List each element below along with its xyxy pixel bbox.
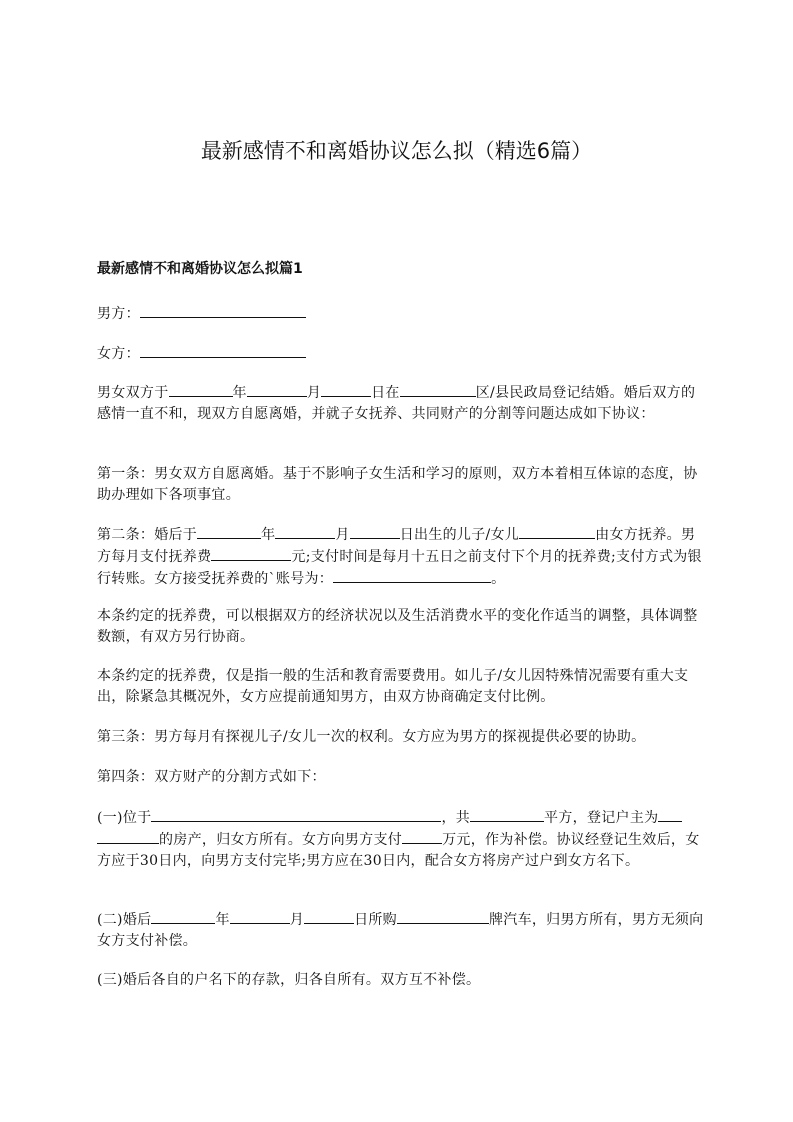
property-item-2 bbox=[97, 909, 709, 952]
male-line bbox=[97, 303, 709, 325]
text-segment: 月 bbox=[289, 912, 305, 928]
article-3: 第三条：男方每月有探视儿子/女儿一次的权利。女方应为男方的探视提供必要的协助。 bbox=[97, 729, 646, 745]
blank-day bbox=[350, 524, 400, 539]
text-segment: 年 bbox=[215, 912, 230, 928]
marriage-paragraph bbox=[97, 382, 709, 425]
text-segment: 牌汽车，归男方所有，男方无须向女方支付补偿。 bbox=[97, 912, 704, 949]
text-segment: 的房产，归女方所有。女方向男方支付 bbox=[159, 832, 403, 848]
text-segment: 。 bbox=[491, 571, 506, 587]
article-2 bbox=[97, 524, 709, 590]
blank-owner-cont bbox=[97, 829, 159, 844]
article-4: 第四条：双方财产的分割方式如下： bbox=[97, 769, 326, 785]
property-item-3: (三)婚后各自的户名下的存款，归各自所有。双方互不补偿。 bbox=[97, 972, 481, 988]
blank-compensation bbox=[402, 829, 442, 844]
text-segment: 年 bbox=[232, 385, 247, 401]
text-segment: 日所购 bbox=[354, 912, 397, 928]
text-segment: 区/县民政局登记结婚。婚后双方的感情一直不和，现双方自愿离婚，并就子女抚养、共同财产的分割等问题达成如下协议： bbox=[97, 385, 696, 422]
paragraph-adjustment: 本条约定的抚养费，可以根据双方的经济状况以及生活消费水平的变化作适当的调整，具体调整数额，有双方另行协商。 bbox=[97, 608, 698, 645]
male-name-blank bbox=[140, 303, 306, 318]
blank-property-location bbox=[151, 807, 441, 822]
text-segment: 元;支付时间是每月十五日之前支付下个月的抚养费;支付方式为银行转账。女方接受抚养费的`账号为： bbox=[97, 549, 702, 587]
text-segment: ，共 bbox=[441, 810, 471, 826]
text-segment: 由女方抚养。男方每月支付抚养费 bbox=[97, 527, 696, 565]
paragraph-general-expenses: 本条约定的抚养费，仅是指一般的生活和教育需要费用。如儿子/女儿因特殊情况需要有重大支出，除紧急其概况外，女方应提前通知男方，由双方协商确定支付比例。 bbox=[97, 668, 689, 705]
blank-year bbox=[169, 382, 233, 397]
blank-support-amount bbox=[211, 546, 291, 561]
page-title: 最新感情不和离婚协议怎么拟（精选6篇） bbox=[200, 139, 593, 163]
text-segment: 日在 bbox=[371, 385, 400, 401]
blank-year bbox=[151, 909, 215, 924]
text-segment: 年 bbox=[261, 527, 276, 543]
text-segment: 平方，登记户主为 bbox=[544, 810, 659, 826]
blank-month bbox=[247, 382, 307, 397]
blank-child-name bbox=[519, 524, 595, 539]
blank-year bbox=[197, 524, 261, 539]
blank-car-brand bbox=[397, 909, 489, 924]
text-segment: 月 bbox=[335, 527, 350, 543]
article-1: 第一条：男女双方自愿离婚。基于不影响子女生活和学习的原则，双方本着相互体谅的态度，协助办理如下各项事宜。 bbox=[97, 466, 698, 503]
female-name-blank bbox=[140, 343, 306, 358]
section-heading: 最新感情不和离婚协议怎么拟篇1 bbox=[97, 261, 303, 277]
male-label: 男方： bbox=[97, 306, 140, 322]
property-item-1 bbox=[97, 807, 709, 872]
blank-day bbox=[304, 909, 354, 924]
text-segment: 月 bbox=[306, 385, 322, 401]
blank-area bbox=[470, 807, 544, 822]
text-segment: 日出生的儿子/女儿 bbox=[399, 527, 520, 543]
text-segment: (二)婚后 bbox=[97, 912, 152, 928]
blank-district bbox=[400, 382, 476, 397]
text-segment: 男女双方于 bbox=[97, 385, 169, 401]
text-segment: (一)位于 bbox=[97, 810, 152, 826]
blank-owner bbox=[658, 807, 682, 822]
blank-account-number bbox=[333, 568, 491, 583]
female-line bbox=[97, 343, 709, 365]
blank-month bbox=[230, 909, 290, 924]
female-label: 女方： bbox=[97, 346, 140, 362]
text-segment: 万元，作为补偿。协议经登记生效后，女方应于30日内，向男方支付完毕;男方应在30日内，配合女方将房产过户到女方名下。 bbox=[97, 832, 700, 869]
text-segment: 第二条：婚后于 bbox=[97, 527, 198, 543]
blank-day bbox=[321, 382, 371, 397]
blank-month bbox=[275, 524, 335, 539]
